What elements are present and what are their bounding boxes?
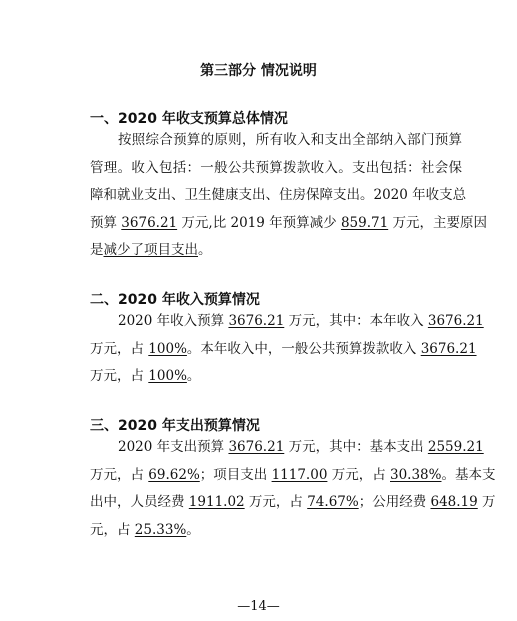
text-run: 万 — [477, 494, 496, 510]
text-run: 出中，人员经费 — [90, 494, 189, 510]
section-heading-expenditure: 三、2020 年支出预算情况 — [90, 418, 260, 434]
text-run: 万元，占 — [90, 466, 149, 483]
text-run: 2020 年收入预算 — [118, 313, 229, 329]
text-line: 管理。收入包括：一般公共预算拨款收入。支出包括：社会保 — [90, 159, 462, 176]
income-budget-value: 3676.21 — [228, 313, 285, 329]
text-line — [90, 517, 462, 545]
text-line — [90, 363, 462, 391]
income-share-value: 100% — [148, 340, 187, 357]
section-heading-income: 二、2020 年收入预算情况 — [90, 292, 260, 308]
text-run: 万元,比 2019 年预算减少 — [177, 214, 341, 231]
text-line — [90, 489, 496, 517]
text-run: 。 — [186, 368, 201, 384]
public-expense-value: 648.19 — [430, 494, 478, 510]
text-run: 。 — [198, 242, 212, 258]
text-run: 。基本支 — [441, 466, 496, 483]
text-line — [90, 336, 477, 364]
budget-decrease-value: 859.71 — [340, 214, 389, 231]
text-run: 万元，占 — [327, 466, 390, 483]
text-line — [90, 462, 496, 490]
text-line — [90, 237, 462, 265]
text-line — [90, 434, 484, 462]
project-expenditure-share: 30.38% — [390, 466, 442, 483]
text-run: 是 — [90, 242, 104, 258]
text-run: 预算 — [90, 214, 122, 231]
page-title: 第三部分 情况说明 — [200, 63, 317, 79]
basic-expenditure-share: 69.62% — [148, 466, 200, 483]
personnel-expense-value: 1911.02 — [188, 494, 245, 510]
current-year-income-value: 3676.21 — [427, 313, 484, 329]
text-line — [90, 210, 487, 238]
text-run: 万元，占 — [90, 368, 149, 384]
decrease-reason: 减少了项目支出 — [103, 242, 198, 258]
public-expense-share: 25.33% — [134, 521, 187, 538]
paragraph-income — [90, 308, 484, 391]
project-expenditure-value: 1117.00 — [271, 466, 328, 483]
text-line: 障和就业支出、卫生健康支出、住房保障支出。2020 年收支总 — [90, 187, 467, 203]
basic-expenditure-value: 2559.21 — [427, 439, 484, 455]
paragraph-overview — [90, 127, 487, 265]
text-run: 。 — [186, 521, 200, 538]
text-run: 万元，其中：本年收入 — [284, 313, 428, 329]
text-run: ；项目支出 — [199, 466, 272, 483]
text-run: 元，占 — [90, 521, 135, 538]
public-budget-income-value: 3676.21 — [420, 340, 477, 357]
text-run: 万元，主要原因 — [388, 214, 487, 231]
text-run: 2020 年支出预算 — [118, 439, 229, 455]
public-budget-share-value: 100% — [148, 368, 187, 384]
text-run: 万元，其中：基本支出 — [284, 439, 428, 455]
page-number: —14— — [237, 599, 280, 614]
expenditure-budget-value: 3676.21 — [228, 439, 285, 455]
text-run: 万元，占 — [90, 340, 149, 357]
text-line — [90, 308, 484, 336]
text-run: 万元，占 — [244, 494, 308, 510]
paragraph-expenditure — [90, 434, 496, 544]
text-run: ；公用经费 — [358, 494, 431, 510]
section-heading-overview: 一、2020 年收支预算总体情况 — [90, 111, 288, 127]
total-budget-value: 3676.21 — [121, 214, 178, 231]
personnel-expense-share: 74.67% — [307, 494, 359, 510]
text-run: 。本年收入中，一般公共预算拨款收入 — [186, 340, 421, 357]
text-line: 按照综合预算的原则，所有收入和支出全部纳入部门预算 — [118, 132, 462, 148]
